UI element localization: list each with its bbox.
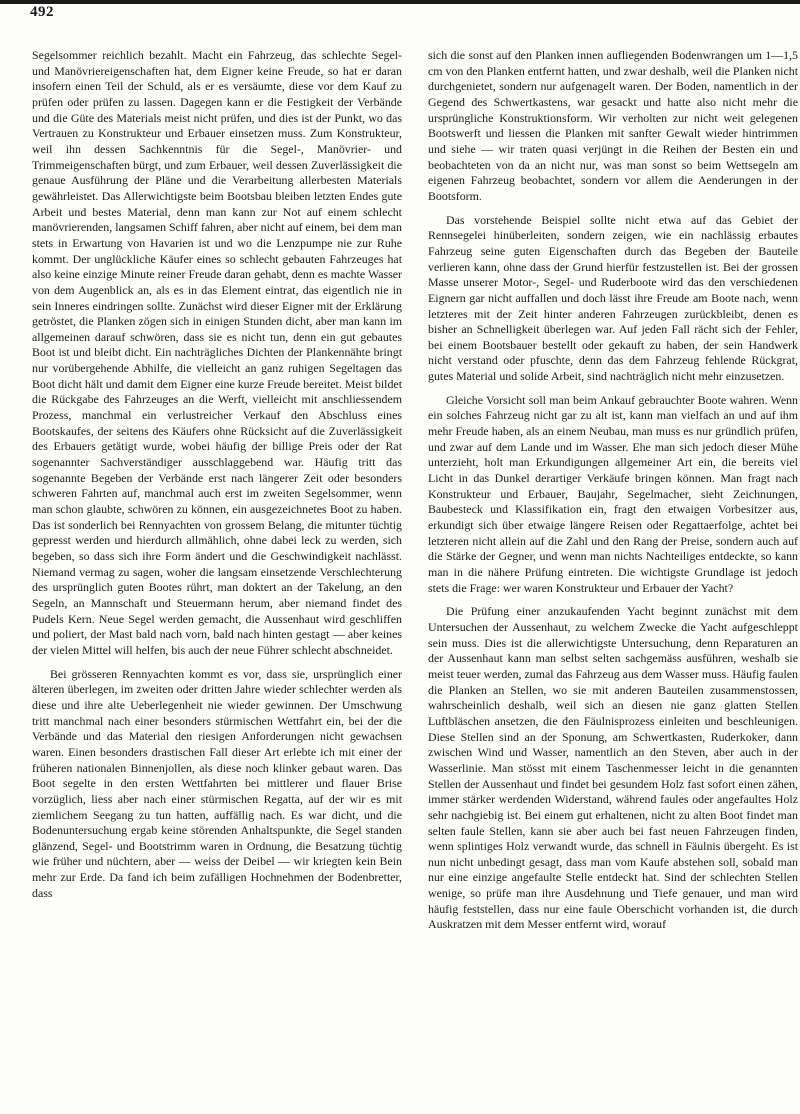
paragraph: sich die sonst auf den Planken innen aufliegenden Bodenwrangen um 1—1,5 cm von den Planken entfernt hatten, und zwar deshalb, weil die Planken nicht durchgenietet, sondern nur aufgenagelt waren. Der Boden, namentlich in der Gegend des Schwertkastens, war gesackt und hatte also nicht mehr die ursprüngliche Konstruktionsform. Wir verholten zur nicht weit gelegenen Bootswerft und liessen die Planken mit sanfter Gewalt wieder hintrimmen und siehe — wir traten quasi verjüngt in die Reihen der Besten ein und beobachteten von da an nicht nur, was man sonst so beim Wettsegeln am eigenen Fahrzeug beobachtet, sondern vor allem die Aenderungen in der Bootsform. bbox=[428, 48, 798, 203]
paragraph: Die Prüfung einer anzukaufenden Yacht beginnt zunächst mit dem Untersuchen der Aussenhaut, zu welchem Zwecke die Yacht aufgeschleppt sein muss. Dies ist die allerwichtigste Untersuchung, denn Reparaturen an der Aussenhaut kann man selbst selten sachgemäss ausführen, weshalb sie meist teuer werden, zumal das Fahrzeug aus dem Wasser muss. Häufig faulen die Planken an Stellen, wo sie mit anderen Bauteilen zusammenstossen, wahrscheinlich deshalb, weil sich an diesen nie ganz glatten Stellen Luftbläschen ansetzen, die den Fäulnisprozess einleiten und beschleunigen. Diese Stellen sind an der Sponung, am Schwertkasten, Ruderkoker, dann zwischen Wind und Wasser, namentlich an den Steven, aber auch in der Wasserlinie. Man stösst mit einem Taschenmesser leicht in die genannten Stellen der Aussenhaut und findet bei gesundem Holz fast sofort einen zähen, immer stärker werdenden Widerstand, während faules oder angefaultes Holz sehr nachgiebig ist. Bei einem gut erhaltenen, nicht zu alten Boot findet man selten faule Stellen, kann sie aber auch bei fast neuen Fahrzeugen finden, wenn splintiges Holz verwandt wurde, das schnell in Fäulnis übergeht. Es ist nun nicht unbedingt gesagt, dass man vom Kaufe abstehen soll, sobald man nur eine einzige angefaulte Stelle entdeckt hat. Sind der schlechten Stellen wenige, so prüfe man ihre Ausdehnung und Tiefe genauer, und man wird häufig feststellen, dass nur eine faule Oberschicht vorhanden ist, die durch Auskratzen mit dem Messer entfernt wird, worauf bbox=[428, 604, 798, 932]
paragraph: Bei grösseren Rennyachten kommt es vor, dass sie, ursprünglich einer älteren überlegen, im zweiten oder dritten Jahre wieder schlechter werden als diese und ihre alte Ueberlegenheit nie wieder gewinnen. Der Umschwung tritt manchmal nach einer besonders stürmischen Wettfahrt ein, bei der die Verbände und das Material den riesigen Anforderungen nicht gewachsen waren. Einen besonders drastischen Fall dieser Art erlebte ich mit einer der früheren nationalen Binnenjollen, als diese noch klinker gebaut waren. Das Boot segelte in den ersten Wettfahrten bei mittlerer und flauer Brise vorzüglich, liess aber nach einer stürmischen Regatta, auf der wir es mit ziemlichem Seegang zu tun hatten, auffällig nach. Es war dicht, und die Bodenuntersuchung ergab keine störenden Anhaltspunkte, die Segel standen glänzend, Segel- und Bootstrimm waren in Ordnung, die Besatzung tüchtig wie früher und nüchtern, aber — weiss der Deibel — wir kriegten kein Bein mehr zur Erde. Da fand ich beim zufälligen Hochnehmen der Bodenbretter, dass bbox=[32, 666, 402, 900]
left-column bbox=[32, 48, 402, 901]
paragraph: Segelsommer reichlich bezahlt. Macht ein Fahrzeug, das schlechte Segel- und Manövriereigenschaften hat, dem Eigner keine Freude, so hat er daran insofern einen Teil der Schuld, als er es versäumte, diese vor dem Kauf zu prüfen oder prüfen zu lassen. Dagegen kann er die Festigkeit der Verbände und die Güte des Materials meist nicht prüfen, und dies ist der Punkt, wo das Vertrauen zu Konstrukteur und Erbauer einsetzen muss. Zum Konstrukteur, weil ihn dessen Sachkenntnis für die Segel-, Manövrier- und Trimmeigenschaften bürgt, und zum Erbauer, weil dessen Zuverlässigkeit die genaue Ausführung der Pläne und die Verarbeitung allerbesten Materials gewährleistet. Das Allerwichtigste beim Bootsbau bleiben letzten Endes gute Arbeit und bestes Material, denn man kann zur Not auf einem schlecht manövrierenden, langsamen Schiff fahren, aber nicht auf einem, bei dem man stets in Erwartung von Havarien ist und wo die Lenzpumpe nie zur Ruhe kommt. Der unglückliche Käufer eines so schlecht gebauten Fahrzeuges hat also keine einzige Minute reiner Freude daran gehabt, denn es machte Wasser von dem Augenblick an, als es in das Element eintrat, das eigentlich nie in sein Inneres eindringen sollte. Zunächst wird dieser Eigner mit der Erklärung getröstet, die Planken zögen sich in einigen Stunden dicht, aber man kann im allgemeinen darauf schwören, dass sie es nicht tun, denn ein gut gebautes Boot ist und bleibt dicht. Ein nachträgliches Dichten der Plankennähte bringt nur vorübergehende Abhilfe, die vielleicht an ganz ruhigen Segeltagen das Boot dicht hält und damit dem Eigner eine kurze Freude bereitet. Meist bildet die Rückgabe des Fahrzeuges an die Werft, vielleicht mit anschliessendem Prozess, manchmal ein verlustreicher Verkauf den Abschluss eines Bootskaufes, der seitens des Käufers ohne Rücksicht auf die Zuverlässigkeit des Erbauers getätigt wurde, wobei häufig der billige Preis oder der Rat sogenannter Sachverständiger ausschlaggebend war. Häufig tritt das sogenannte Begeben der Verbände erst nach längerer Zeit oder besonders schweren Fahrten auf, manchmal auch erst im zweiten Segelsommer, wenn man schon glaubte, schwören zu können, ein ausgezeichnetes Boot zu haben. Das ist sonderlich bei Rennyachten von grossem Belang, die mitunter tüchtig gepresst werden und hierdurch allmählich, ohne dabei leck zu werden, sich begeben, so dass sich ihre Form ändert und die Geschwindigkeit nachlässt. Niemand vermag zu sagen, woher die langsam einsetzende Verschlechterung des ursprünglich guten Bootes rührt, man doktert an der Takelung, an den Segeln, an Mannschaft und Steuermann herum, aber niemand findet des Pudels Kern. Neue Segel werden gemacht, die Aussenhaut wird geschliffen und poliert, der Mast bald nach vorn, bald nach hinten gestagt — aber keines der vielen Mittel will helfen, bis auch der neue Führer schlecht abschneidet. bbox=[32, 48, 402, 657]
column-gutter bbox=[412, 48, 413, 1048]
right-column bbox=[428, 48, 798, 933]
paragraph: Gleiche Vorsicht soll man beim Ankauf gebrauchter Boote wahren. Wenn ein solches Fahrzeug nicht gar zu alt ist, kann man vielfach an und auf ihm mehr Freude haben, als an einem Neubau, man muss es nur gründlich prüfen, und zwar auf dem Lande und im Wasser. Ehe man sich jedoch dieser Mühe unterzieht, holt man Erkundigungen allgemeiner Art ein, die bereits viel Licht in das Dunkel derartiger Verkäufe bringen können. Man fragt nach Konstrukteur und Erbauer, Baujahr, Segelmacher, sieht Zeichnungen, Baubesteck und Klassifikation ein, fragt den etwaigen Vorbesitzer aus, erkundigt sich über etwaige längere Reisen oder Regattaerfolge, achtet bei letzteren nicht allein auf die Zahl und den Rang der Preise, sondern auch auf die Stärke der Gegner, und wenn man nichts Nachteiliges entdeckte, so kann man in die nähere Prüfung eintreten. Die wichtigste Grundlage ist jedoch stets die Frage: wer waren Konstrukteur und Erbauer der Yacht? bbox=[428, 392, 798, 595]
page-number: 492 bbox=[30, 4, 54, 20]
paragraph: Das vorstehende Beispiel sollte nicht etwa auf das Gebiet der Rennsegelei hinüberleiten, sondern zeigen, wie ein nachlässig erbautes Fahrzeug seine guten Eigenschaften durch das Begeben der Bauteile verlieren kann, ohne dass der Grund hierfür festzustellen ist. Bei der grossen Masse unserer Motor-, Segel- und Ruderboote wird das den verschiedenen Eignern gar nicht auffallen und doch lässt ihre Freude am Boote nach, wenn letzteres mit der Zeit hinter anderen Fahrzeugen zurückbleibt, denen es bisher an Schnelligkeit überlegen war. Auf jeden Fall rächt sich der Fehler, bei einem Bootsbauer bestellt oder gekauft zu haben, der sein Handwerk nicht verstand oder pfuschte, denn das dem Fahrzeug fehlende Rückgrat, gutes Material und solide Arbeit, sind nachträglich nicht mehr einzusetzen. bbox=[428, 212, 798, 384]
top-border bbox=[0, 0, 800, 4]
